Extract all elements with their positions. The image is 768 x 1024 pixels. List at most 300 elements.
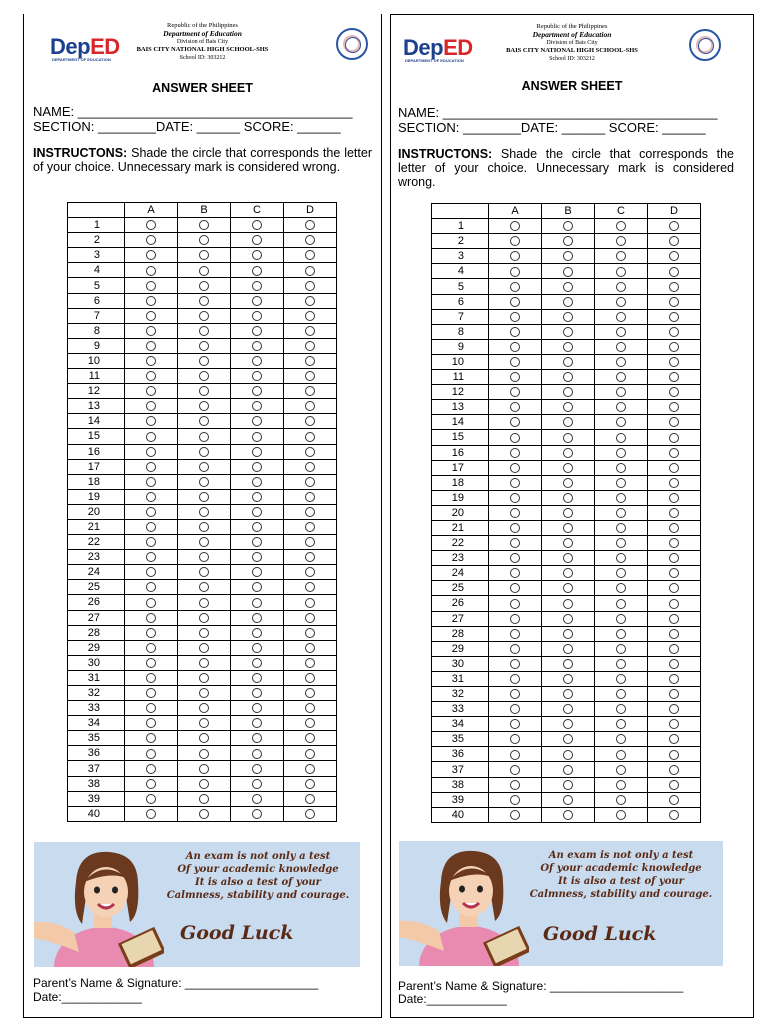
answer-bubble-c[interactable] [616,387,626,397]
answer-bubble-a[interactable] [146,341,156,351]
answer-bubble-a[interactable] [146,703,156,713]
answer-bubble-c[interactable] [616,689,626,699]
answer-bubble-a[interactable] [146,733,156,743]
answer-bubble-b[interactable] [563,810,573,820]
answer-bubble-a[interactable] [146,235,156,245]
answer-bubble-d[interactable] [305,718,315,728]
answer-bubble-a[interactable] [510,251,520,261]
answer-bubble-b[interactable] [199,507,209,517]
parent-signature-field[interactable]: Parent’s Name & Signature: ____________________ [33,976,319,990]
answer-bubble-b[interactable] [563,750,573,760]
answer-bubble-d[interactable] [305,628,315,638]
answer-bubble-a[interactable] [510,448,520,458]
name-field[interactable]: NAME: ______________________________________ [33,104,353,119]
answer-bubble-a[interactable] [146,220,156,230]
answer-bubble-c[interactable] [616,236,626,246]
answer-bubble-a[interactable] [146,628,156,638]
answer-bubble-b[interactable] [199,326,209,336]
answer-bubble-c[interactable] [252,613,262,623]
answer-bubble-c[interactable] [252,401,262,411]
answer-bubble-d[interactable] [305,462,315,472]
answer-bubble-b[interactable] [199,371,209,381]
answer-bubble-c[interactable] [252,703,262,713]
answer-bubble-c[interactable] [616,553,626,563]
answer-bubble-d[interactable] [669,327,679,337]
answer-bubble-c[interactable] [252,522,262,532]
answer-bubble-c[interactable] [252,794,262,804]
answer-bubble-d[interactable] [305,311,315,321]
answer-bubble-c[interactable] [616,357,626,367]
answer-bubble-a[interactable] [146,401,156,411]
answer-bubble-a[interactable] [510,599,520,609]
answer-bubble-b[interactable] [199,567,209,577]
answer-bubble-c[interactable] [616,674,626,684]
answer-bubble-a[interactable] [146,492,156,502]
answer-bubble-c[interactable] [616,297,626,307]
answer-bubble-b[interactable] [563,659,573,669]
date-field[interactable]: Date:____________ [398,992,507,1006]
answer-bubble-b[interactable] [563,493,573,503]
answer-bubble-b[interactable] [199,703,209,713]
answer-bubble-d[interactable] [305,250,315,260]
answer-bubble-d[interactable] [669,583,679,593]
answer-bubble-d[interactable] [669,523,679,533]
answer-bubble-a[interactable] [146,673,156,683]
answer-bubble-b[interactable] [199,764,209,774]
answer-bubble-a[interactable] [146,809,156,819]
answer-bubble-b[interactable] [199,462,209,472]
answer-bubble-d[interactable] [669,765,679,775]
answer-bubble-d[interactable] [669,372,679,382]
answer-bubble-a[interactable] [510,433,520,443]
answer-bubble-d[interactable] [669,780,679,790]
answer-bubble-d[interactable] [305,416,315,426]
answer-bubble-d[interactable] [305,537,315,547]
answer-bubble-a[interactable] [510,493,520,503]
answer-bubble-d[interactable] [305,522,315,532]
answer-bubble-a[interactable] [510,508,520,518]
answer-bubble-d[interactable] [305,507,315,517]
answer-bubble-b[interactable] [563,448,573,458]
answer-bubble-a[interactable] [146,688,156,698]
answer-bubble-d[interactable] [305,296,315,306]
answer-bubble-a[interactable] [146,522,156,532]
answer-bubble-c[interactable] [616,478,626,488]
answer-bubble-d[interactable] [669,402,679,412]
answer-bubble-a[interactable] [510,644,520,654]
answer-bubble-b[interactable] [199,492,209,502]
answer-bubble-b[interactable] [563,629,573,639]
answer-bubble-d[interactable] [305,432,315,442]
answer-bubble-b[interactable] [563,282,573,292]
answer-bubble-d[interactable] [669,463,679,473]
answer-bubble-d[interactable] [669,357,679,367]
answer-bubble-d[interactable] [305,266,315,276]
answer-bubble-c[interactable] [616,734,626,744]
answer-bubble-a[interactable] [510,674,520,684]
answer-bubble-d[interactable] [305,552,315,562]
answer-bubble-b[interactable] [563,674,573,684]
answer-bubble-d[interactable] [669,478,679,488]
answer-bubble-c[interactable] [616,614,626,624]
answer-bubble-c[interactable] [616,372,626,382]
answer-bubble-a[interactable] [146,749,156,759]
answer-bubble-c[interactable] [616,704,626,714]
answer-bubble-d[interactable] [305,658,315,668]
answer-bubble-a[interactable] [146,356,156,366]
answer-bubble-b[interactable] [563,267,573,277]
answer-bubble-c[interactable] [252,688,262,698]
answer-bubble-d[interactable] [669,659,679,669]
answer-bubble-d[interactable] [669,599,679,609]
answer-bubble-c[interactable] [616,644,626,654]
answer-bubble-c[interactable] [616,402,626,412]
answer-bubble-d[interactable] [669,704,679,714]
answer-bubble-b[interactable] [199,235,209,245]
answer-bubble-d[interactable] [669,644,679,654]
parent-signature-field[interactable]: Parent’s Name & Signature: ____________________ [398,979,684,993]
answer-bubble-a[interactable] [510,659,520,669]
answer-bubble-d[interactable] [669,282,679,292]
answer-bubble-d[interactable] [305,794,315,804]
answer-bubble-d[interactable] [669,553,679,563]
answer-bubble-d[interactable] [305,688,315,698]
answer-bubble-b[interactable] [563,478,573,488]
answer-bubble-a[interactable] [146,507,156,517]
answer-bubble-a[interactable] [146,764,156,774]
answer-bubble-b[interactable] [563,795,573,805]
answer-bubble-c[interactable] [252,371,262,381]
answer-bubble-b[interactable] [199,552,209,562]
answer-bubble-a[interactable] [510,282,520,292]
answer-bubble-a[interactable] [146,794,156,804]
answer-bubble-c[interactable] [252,673,262,683]
answer-bubble-b[interactable] [563,614,573,624]
answer-bubble-d[interactable] [305,809,315,819]
answer-bubble-c[interactable] [616,780,626,790]
answer-bubble-b[interactable] [199,749,209,759]
answer-bubble-d[interactable] [669,312,679,322]
answer-bubble-a[interactable] [510,704,520,714]
answer-bubble-a[interactable] [510,478,520,488]
answer-bubble-d[interactable] [669,387,679,397]
answer-bubble-d[interactable] [305,779,315,789]
answer-bubble-d[interactable] [669,568,679,578]
answer-bubble-c[interactable] [616,629,626,639]
answer-bubble-d[interactable] [669,538,679,548]
answer-bubble-d[interactable] [305,235,315,245]
answer-bubble-c[interactable] [252,462,262,472]
answer-bubble-d[interactable] [305,477,315,487]
answer-bubble-b[interactable] [199,643,209,653]
answer-bubble-d[interactable] [305,356,315,366]
answer-bubble-b[interactable] [563,734,573,744]
answer-bubble-c[interactable] [252,718,262,728]
answer-bubble-c[interactable] [252,447,262,457]
answer-bubble-b[interactable] [199,341,209,351]
answer-bubble-b[interactable] [563,568,573,578]
answer-bubble-c[interactable] [616,523,626,533]
answer-bubble-d[interactable] [669,251,679,261]
answer-bubble-c[interactable] [252,311,262,321]
answer-bubble-d[interactable] [305,598,315,608]
answer-bubble-d[interactable] [305,643,315,653]
answer-bubble-b[interactable] [199,386,209,396]
answer-bubble-d[interactable] [305,220,315,230]
answer-bubble-b[interactable] [199,809,209,819]
answer-bubble-d[interactable] [305,401,315,411]
answer-bubble-c[interactable] [616,327,626,337]
answer-bubble-b[interactable] [563,508,573,518]
answer-bubble-c[interactable] [616,765,626,775]
answer-bubble-c[interactable] [252,326,262,336]
answer-bubble-a[interactable] [510,689,520,699]
answer-bubble-d[interactable] [305,764,315,774]
answer-bubble-d[interactable] [305,281,315,291]
answer-bubble-d[interactable] [669,750,679,760]
answer-bubble-a[interactable] [146,613,156,623]
answer-bubble-c[interactable] [616,251,626,261]
answer-bubble-a[interactable] [146,326,156,336]
answer-bubble-a[interactable] [510,523,520,533]
answer-bubble-b[interactable] [199,794,209,804]
answer-bubble-d[interactable] [669,297,679,307]
answer-bubble-a[interactable] [510,236,520,246]
answer-bubble-d[interactable] [669,433,679,443]
answer-bubble-b[interactable] [199,779,209,789]
answer-bubble-b[interactable] [563,689,573,699]
answer-bubble-d[interactable] [305,326,315,336]
answer-bubble-c[interactable] [252,779,262,789]
answer-bubble-c[interactable] [252,341,262,351]
answer-bubble-b[interactable] [563,523,573,533]
answer-bubble-d[interactable] [669,448,679,458]
answer-bubble-d[interactable] [669,629,679,639]
answer-bubble-d[interactable] [669,267,679,277]
answer-bubble-a[interactable] [146,779,156,789]
answer-bubble-c[interactable] [252,658,262,668]
name-field[interactable]: NAME: ______________________________________ [398,105,718,120]
answer-bubble-a[interactable] [146,658,156,668]
answer-bubble-c[interactable] [252,281,262,291]
answer-bubble-b[interactable] [563,463,573,473]
answer-bubble-b[interactable] [199,266,209,276]
answer-bubble-a[interactable] [146,371,156,381]
answer-bubble-d[interactable] [669,342,679,352]
answer-bubble-b[interactable] [563,327,573,337]
section-date-score-field[interactable]: SECTION: ________DATE: ______ SCORE: ______ [33,119,341,134]
answer-bubble-c[interactable] [252,220,262,230]
answer-bubble-a[interactable] [510,342,520,352]
answer-bubble-b[interactable] [563,780,573,790]
answer-bubble-b[interactable] [563,221,573,231]
answer-bubble-a[interactable] [146,643,156,653]
answer-bubble-a[interactable] [146,432,156,442]
answer-bubble-a[interactable] [146,386,156,396]
answer-bubble-b[interactable] [563,402,573,412]
answer-bubble-b[interactable] [563,297,573,307]
answer-bubble-d[interactable] [669,674,679,684]
answer-bubble-c[interactable] [252,507,262,517]
answer-bubble-c[interactable] [252,582,262,592]
answer-bubble-a[interactable] [510,463,520,473]
answer-bubble-d[interactable] [305,492,315,502]
answer-bubble-b[interactable] [563,704,573,714]
answer-bubble-b[interactable] [563,599,573,609]
answer-bubble-c[interactable] [616,433,626,443]
answer-bubble-c[interactable] [616,448,626,458]
answer-bubble-a[interactable] [510,221,520,231]
answer-bubble-d[interactable] [305,567,315,577]
answer-bubble-b[interactable] [199,733,209,743]
answer-bubble-d[interactable] [305,371,315,381]
date-field[interactable]: Date:____________ [33,990,142,1004]
answer-bubble-b[interactable] [563,387,573,397]
answer-bubble-d[interactable] [305,386,315,396]
answer-bubble-d[interactable] [305,613,315,623]
answer-bubble-b[interactable] [199,296,209,306]
answer-bubble-c[interactable] [252,567,262,577]
answer-bubble-c[interactable] [252,628,262,638]
answer-bubble-b[interactable] [563,251,573,261]
answer-bubble-b[interactable] [563,765,573,775]
answer-bubble-b[interactable] [199,311,209,321]
answer-bubble-a[interactable] [510,810,520,820]
answer-bubble-c[interactable] [252,764,262,774]
answer-bubble-c[interactable] [616,659,626,669]
answer-bubble-c[interactable] [252,432,262,442]
answer-bubble-c[interactable] [616,493,626,503]
answer-bubble-c[interactable] [616,795,626,805]
answer-bubble-c[interactable] [252,552,262,562]
answer-bubble-b[interactable] [563,719,573,729]
answer-bubble-b[interactable] [199,220,209,230]
answer-bubble-b[interactable] [199,447,209,457]
answer-bubble-a[interactable] [146,477,156,487]
answer-bubble-c[interactable] [616,417,626,427]
answer-bubble-a[interactable] [146,718,156,728]
answer-bubble-d[interactable] [669,221,679,231]
answer-bubble-a[interactable] [510,327,520,337]
answer-bubble-a[interactable] [510,583,520,593]
answer-bubble-c[interactable] [616,267,626,277]
answer-bubble-c[interactable] [616,538,626,548]
answer-bubble-b[interactable] [563,312,573,322]
answer-bubble-c[interactable] [252,492,262,502]
answer-bubble-d[interactable] [305,673,315,683]
answer-bubble-b[interactable] [563,583,573,593]
answer-bubble-c[interactable] [616,750,626,760]
answer-bubble-d[interactable] [669,493,679,503]
answer-bubble-c[interactable] [252,477,262,487]
answer-bubble-b[interactable] [199,537,209,547]
answer-bubble-a[interactable] [510,553,520,563]
answer-bubble-a[interactable] [146,567,156,577]
answer-bubble-b[interactable] [199,673,209,683]
answer-bubble-a[interactable] [146,582,156,592]
answer-bubble-d[interactable] [305,341,315,351]
answer-bubble-b[interactable] [199,432,209,442]
answer-bubble-c[interactable] [616,282,626,292]
answer-bubble-c[interactable] [616,719,626,729]
answer-bubble-a[interactable] [510,780,520,790]
answer-bubble-d[interactable] [305,733,315,743]
answer-bubble-b[interactable] [199,416,209,426]
answer-bubble-a[interactable] [510,568,520,578]
answer-bubble-d[interactable] [305,749,315,759]
answer-bubble-d[interactable] [669,236,679,246]
answer-bubble-a[interactable] [146,462,156,472]
answer-bubble-b[interactable] [199,718,209,728]
answer-bubble-a[interactable] [146,266,156,276]
answer-bubble-a[interactable] [510,357,520,367]
answer-bubble-a[interactable] [146,537,156,547]
answer-bubble-b[interactable] [199,401,209,411]
answer-bubble-c[interactable] [252,733,262,743]
answer-bubble-d[interactable] [669,508,679,518]
answer-bubble-c[interactable] [252,809,262,819]
answer-bubble-c[interactable] [252,235,262,245]
answer-bubble-c[interactable] [616,221,626,231]
answer-bubble-c[interactable] [252,749,262,759]
answer-bubble-a[interactable] [510,372,520,382]
answer-bubble-c[interactable] [616,342,626,352]
answer-bubble-b[interactable] [199,582,209,592]
answer-bubble-a[interactable] [146,416,156,426]
answer-bubble-a[interactable] [510,614,520,624]
answer-bubble-c[interactable] [616,810,626,820]
answer-bubble-b[interactable] [199,628,209,638]
answer-bubble-c[interactable] [252,598,262,608]
answer-bubble-d[interactable] [669,810,679,820]
answer-bubble-b[interactable] [563,236,573,246]
answer-bubble-a[interactable] [510,387,520,397]
answer-bubble-c[interactable] [252,296,262,306]
answer-bubble-d[interactable] [669,417,679,427]
answer-bubble-c[interactable] [252,356,262,366]
answer-bubble-a[interactable] [510,765,520,775]
answer-bubble-a[interactable] [510,734,520,744]
answer-bubble-b[interactable] [199,658,209,668]
answer-bubble-a[interactable] [146,281,156,291]
answer-bubble-b[interactable] [199,688,209,698]
answer-bubble-a[interactable] [146,447,156,457]
answer-bubble-b[interactable] [199,477,209,487]
answer-bubble-b[interactable] [563,372,573,382]
answer-bubble-c[interactable] [252,266,262,276]
answer-bubble-b[interactable] [199,613,209,623]
answer-bubble-a[interactable] [510,267,520,277]
answer-bubble-a[interactable] [146,250,156,260]
answer-bubble-b[interactable] [563,433,573,443]
answer-bubble-c[interactable] [616,599,626,609]
answer-bubble-b[interactable] [199,281,209,291]
answer-bubble-a[interactable] [510,795,520,805]
answer-bubble-b[interactable] [563,417,573,427]
answer-bubble-b[interactable] [199,250,209,260]
answer-bubble-a[interactable] [510,750,520,760]
answer-bubble-d[interactable] [305,703,315,713]
section-date-score-field[interactable]: SECTION: ________DATE: ______ SCORE: ______ [398,120,706,135]
answer-bubble-d[interactable] [669,795,679,805]
answer-bubble-d[interactable] [669,614,679,624]
answer-bubble-a[interactable] [510,402,520,412]
answer-bubble-c[interactable] [252,537,262,547]
answer-bubble-d[interactable] [669,719,679,729]
answer-bubble-c[interactable] [252,386,262,396]
answer-bubble-d[interactable] [669,734,679,744]
answer-bubble-c[interactable] [616,583,626,593]
